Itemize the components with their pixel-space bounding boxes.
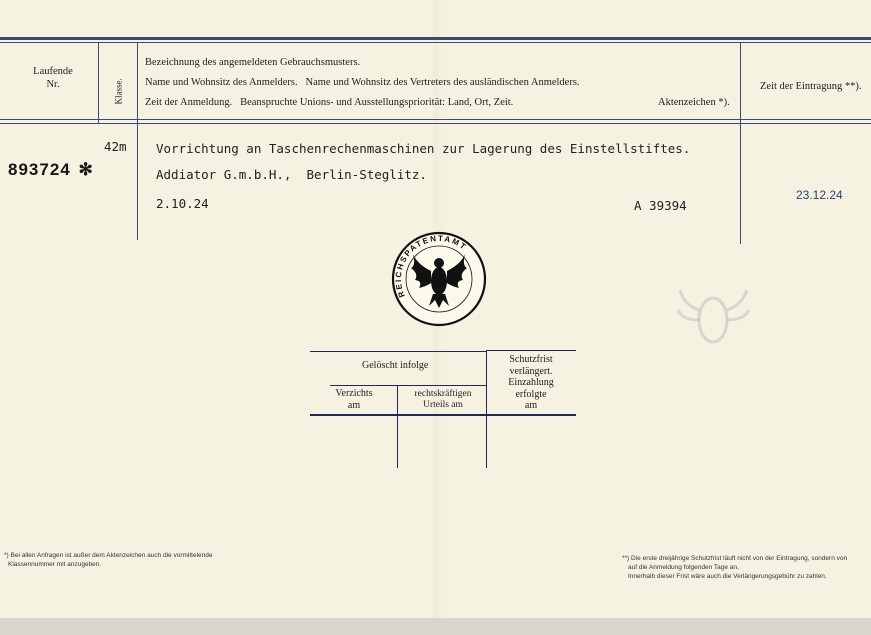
table-einzahlung-line1: Einzahlung — [508, 377, 554, 388]
seal-text-ring — [389, 226, 489, 332]
table-urteils-line1: rechtskräftigen — [414, 389, 472, 399]
table-schutzfrist-line1: Schutzfrist — [509, 354, 553, 365]
footnote-left-line1: *) Bei allen Anfragen ist außer dem Aktenzeichen auch die vormittelende — [4, 552, 213, 559]
entry-number — [8, 160, 94, 180]
entry-title: Vorrichtung an Taschenrechenmaschinen zur Lagerung des Einstellstiftes. — [156, 141, 691, 156]
footnote-right — [622, 555, 868, 581]
entry-klasse: 42m — [104, 139, 127, 154]
table-divider-v2 — [397, 386, 398, 468]
footnote-right-line3: Innerhalb dieser Frist wäre auch die Verlängerungsgebühr zu zahlen. — [628, 572, 827, 580]
table-schutzfrist — [496, 354, 566, 412]
top-double-rule — [0, 37, 871, 40]
table-top-rule-right — [486, 350, 576, 351]
table-urteils-line2: Urteils am — [423, 399, 463, 410]
column-divider-laufende — [98, 42, 99, 123]
header-aktenzeichen: Aktenzeichen *). — [658, 97, 730, 108]
header-laufende-line2: Nr. — [46, 78, 60, 90]
svg-text:REICHSPATENTAMT — [394, 234, 469, 299]
header-laufende — [28, 66, 78, 91]
header-bezeichnung: Bezeichnung des angemeldeten Gebrauchsmusters. — [145, 57, 361, 68]
footnote-right-line1: **) Die erste dreijährige Schutzfrist läuft nicht von der Eintragung, sondern von — [622, 555, 848, 562]
page-edge — [0, 618, 871, 635]
table-urteils — [403, 389, 483, 411]
table-schutzfrist-line2: verlängert. — [509, 365, 553, 377]
table-verzichts-line1: Verzichts — [335, 388, 373, 399]
footnote-right-line2: auf die Anmeldung folgenden Tage an. — [628, 563, 739, 571]
table-verzichts-line2: am — [347, 399, 361, 411]
footnote-left — [4, 552, 212, 570]
table-einzahlung-line3: am — [524, 400, 538, 411]
table-geloescht: Gelöscht infolge — [362, 360, 429, 371]
header-laufende-line1: Laufende — [33, 66, 73, 77]
entry-number-value: 893724 — [8, 160, 71, 179]
header-name-wohnsitz: Name und Wohnsitz des Anmelders. Name und Wohnsitz des Vertreters des ausländischen Anmelders. — [145, 77, 580, 88]
seal-text: REICHSPATENTAMT — [393, 233, 469, 299]
header-klasse: Klasse. — [113, 78, 124, 105]
table-einzahlung-line2: erfolgte — [515, 388, 547, 400]
reichspatentamt-seal — [389, 226, 489, 332]
footnote-left-line2: Klassennummer mit anzugeben. — [8, 560, 102, 568]
table-divider-v1 — [486, 350, 487, 468]
show-through-eagle — [676, 285, 751, 355]
entry-date: 2.10.24 — [156, 196, 209, 211]
column-divider-klasse — [137, 42, 138, 240]
column-divider-eintragung — [740, 42, 741, 244]
entry-applicant: Addiator G.m.b.H., Berlin-Steglitz. — [156, 167, 427, 182]
table-top-rule — [310, 351, 486, 352]
table-verzichts — [326, 388, 382, 411]
entry-eintragung-date: 23.12.24 — [796, 188, 843, 202]
header-zeit-eintragung: Zeit der Eintragung **). — [760, 81, 862, 92]
table-bottom-rule — [310, 414, 576, 416]
entry-mark: ✻ — [78, 160, 94, 179]
header-zeit-anmeldung: Zeit der Anmeldung. Beanspruchte Unions- und Ausstellungspriorität: Land, Ort, Zeit. — [145, 97, 514, 108]
entry-aktenzeichen: A 39394 — [634, 198, 687, 213]
table-subhead-rule — [330, 385, 486, 386]
